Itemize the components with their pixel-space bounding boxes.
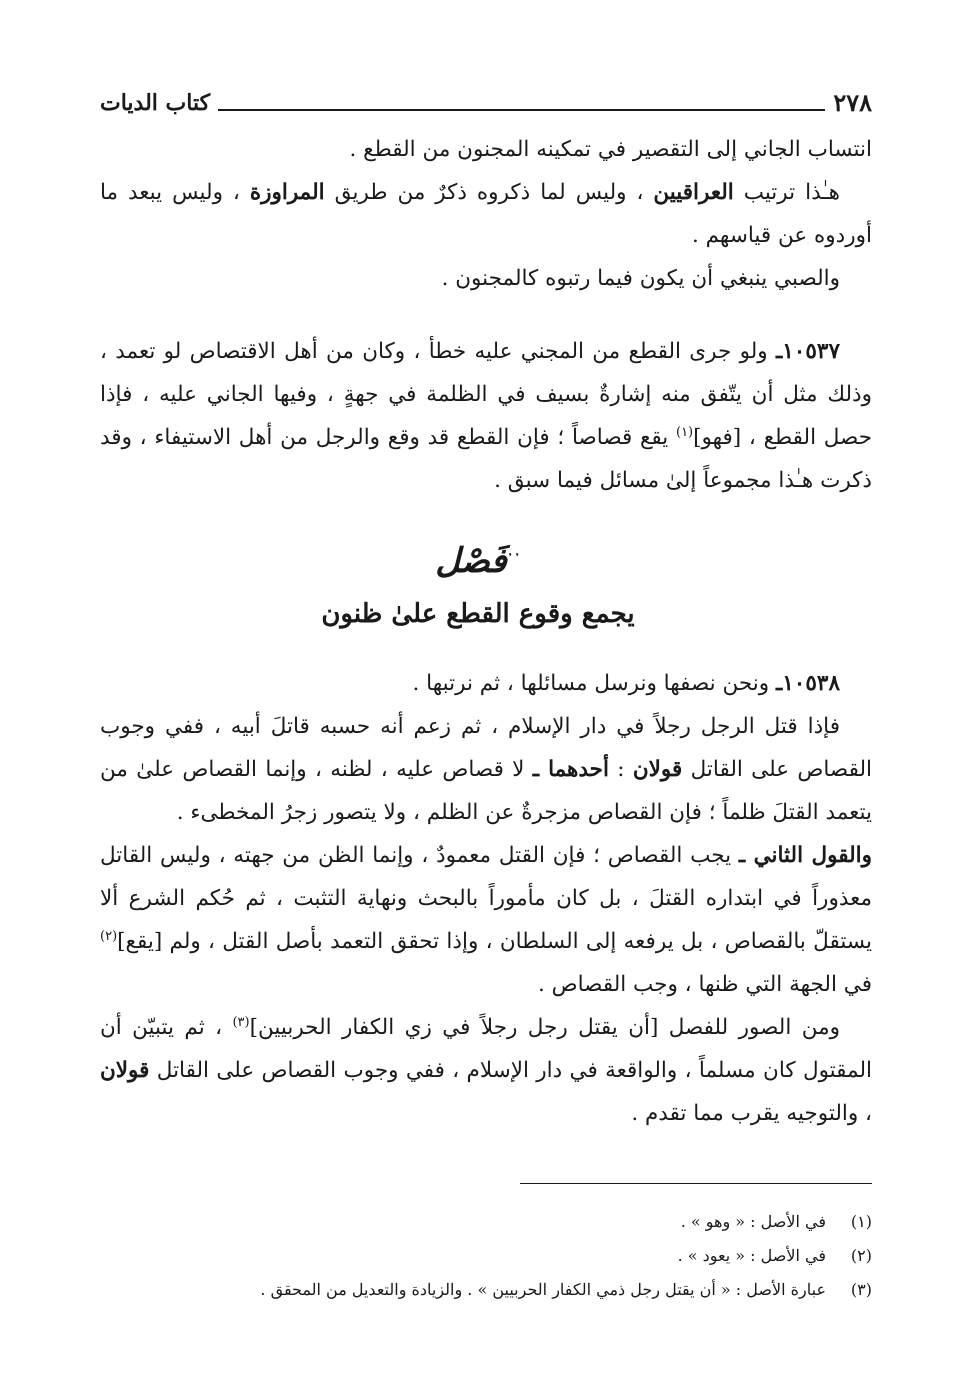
footnote: [100, 1239, 872, 1273]
fasl-word: فَصْل: [435, 541, 507, 581]
term-qawlan: قولان: [632, 757, 683, 782]
paragraph-number: ١٠٥٣٨ـ: [775, 671, 840, 696]
text-block-10538: [100, 662, 872, 1135]
paragraph-number: ١٠٥٣٧ـ: [775, 339, 840, 364]
footnote-text: عبارة الأصل : « أن يقتل رجل ذمي الكفار الحربيين » . والزيادة والتعديل من المحقق .: [260, 1280, 826, 1299]
paragraph-second-opinion: والقول الثاني ـ يجب القصاص ؛ فإن القتل معمودٌ ، وإنما الظن من جهته ، وليس القاتل معذوراً في ابتداره القتلَ ، بل كان مأموراً بالبحث ونهاية التثبت ، ثم حُكم الشرع ألا يستقلّ بالقصاص ، بل يرفعه إلى السلطان ، وإذا تحقق التعمد بأصل القتل ، ولم [يقع]$^{(٢)}$ في الجهة التي ظنها ، وجب القصاص .: [100, 843, 872, 997]
footnote-number: (١): [850, 1212, 872, 1231]
footnote-ref-1: (١): [675, 424, 694, 440]
header-rule: [218, 109, 825, 111]
footnote-number: (٣): [850, 1280, 872, 1299]
page-number: ٢٧٨: [833, 88, 872, 117]
fasl-heading: [0, 536, 956, 586]
paragraph-10538: ١٠٥٣٨ـ ونحن نصفها ونرسل مسائلها ، ثم نرتبها .: [412, 671, 840, 696]
footnote-number: (٢): [850, 1246, 872, 1265]
paragraph-continuation: انتساب الجاني إلى التقصير في تمكينه المجنون من القطع .: [349, 137, 872, 162]
book-title: كتاب الديات: [100, 90, 211, 116]
paragraph-first-opinion: فإذا قتل الرجل رجلاً في دار الإسلام ، ثم زعم أنه حسبه قاتلَ أبيه ، ففي وجوب القصاص على القاتل قولان : أحدهما ـ لا قصاص عليه ، لظنه ، وإنما القصاص علىٰ من يتعمد القتلَ ظلماً ؛ فإن القصاص مزجرةٌ عن الظلم ، ولا يتصور زجرُ المخطىء .: [100, 714, 872, 825]
footnote-text: في الأصل : « وهو » .: [680, 1212, 826, 1231]
term-second-opinion: والقول الثاني ـ: [738, 843, 872, 868]
footnote: [100, 1273, 872, 1307]
footnote-ref-3: (٣): [232, 1014, 250, 1030]
paragraph-iraqiyyin: هـٰذا ترتيب العراقيين ، وليس لما ذكروه ذكرٌ من طريق المراوزة ، وليس يبعد ما أوردوه عن قياسهم .: [100, 180, 872, 248]
text-block-top: [100, 128, 872, 300]
term-ahaduhuma: أحدهما ـ: [532, 757, 609, 782]
section-title: يجمع وقوع القطع علىٰ ظنون: [321, 599, 635, 629]
text-block-10537: [100, 330, 872, 502]
paragraph-child: والصبي ينبغي أن يكون فيما رتبوه كالمجنون .: [441, 266, 840, 291]
footnote-ref-2: (٢): [100, 928, 118, 944]
term-qawlan: قولان: [100, 1058, 150, 1083]
paragraph-10537: ١٠٥٣٧ـ ولو جرى القطع من المجني عليه خطأ ، وكان من أهل الاقتصاص لو تعمد ، وذلك مثل أن يتّفق منه إشارةٌ بسيف في الظلمة في جهةٍ ، وفيها الجاني عليه ، فإذا حصل القطع ، [فهو]$^{(١)}$ يقع قصاصاً ؛ فإن القطع قد وقع والرجل من أهل الاستيفاء ، وقد ذكرت هـٰذا مجموعاً إلىٰ مسائل فيما سبق .: [100, 339, 872, 493]
term-iraqiyyin: العراقيين: [653, 180, 734, 205]
term-marawiza: المراوزة: [249, 180, 325, 205]
footnote-rule: [520, 1183, 872, 1184]
paragraph-harbi-case: ومن الصور للفصل [أن يقتل رجل رجلاً في زي الكفار الحربيين]$^{(٣)}$ ، ثم يتبيّن أن المقتول كان مسلماً ، والواقعة في دار الإسلام ، ففي وجوب القصاص على القاتل قولان ، والتوجيه يقرب مما تقدم .: [100, 1014, 872, 1126]
footnote: [100, 1205, 872, 1239]
footnote-text: في الأصل : « يعود » .: [677, 1246, 826, 1265]
running-header: [100, 80, 872, 120]
footnotes: [100, 1205, 872, 1307]
fasl-ornament: ᾿᾿: [506, 553, 521, 569]
